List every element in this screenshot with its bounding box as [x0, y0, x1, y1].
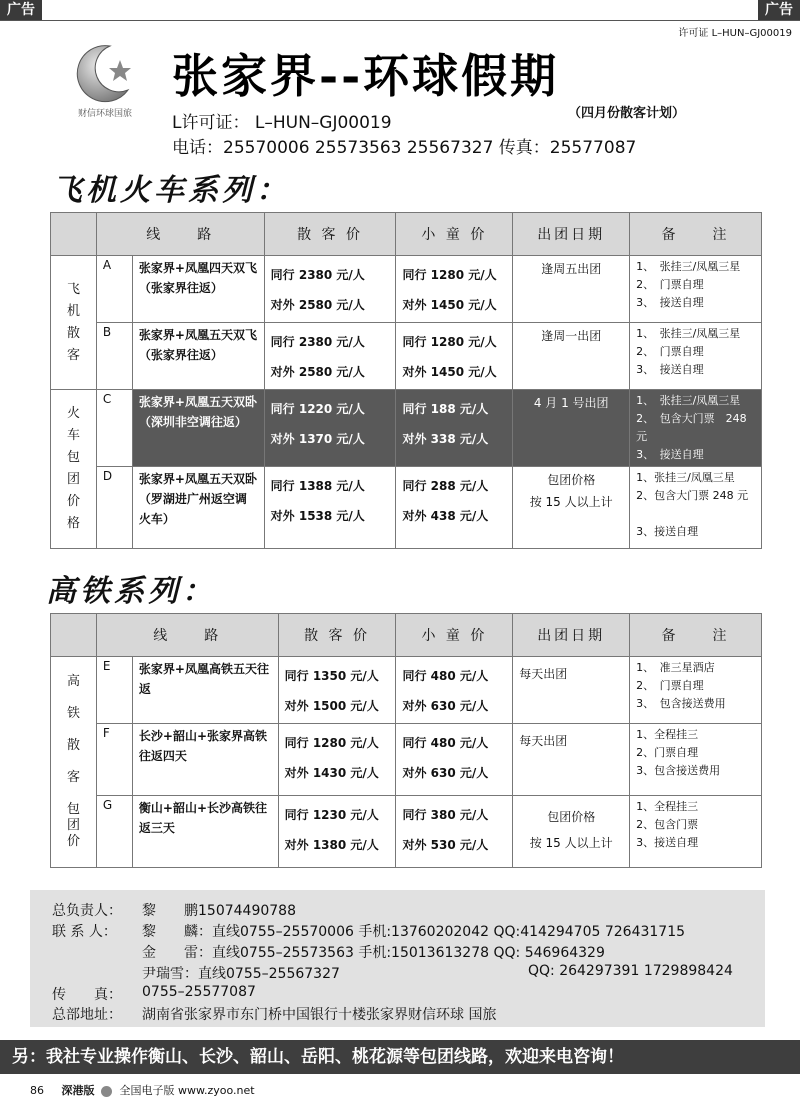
row-code: C: [96, 390, 132, 467]
table-header-row: [51, 213, 762, 256]
child-price-trade: 同行 188 元/人: [402, 402, 489, 416]
footer: [30, 1082, 255, 1098]
row-notes: 1、全程挂三 2、门票自理 3、包含接送费用: [630, 724, 762, 796]
child-price-retail: 对外 438 元/人: [402, 509, 489, 523]
row-child-price: [396, 796, 513, 868]
adult-price-retail: 对外 1538 元/人: [270, 509, 365, 523]
row-child-price: [396, 390, 513, 467]
row-route: 张家界+凤凰五天双飞（张家界往返）: [132, 323, 264, 390]
table-row: [51, 796, 762, 868]
row-code: F: [96, 724, 132, 796]
child-price-retail: 对外 1450 元/人: [402, 298, 497, 312]
row-child-price: [396, 657, 513, 724]
adult-price-trade: 同行 1220 元/人: [270, 402, 365, 416]
high-speed-table: [50, 613, 762, 868]
edition-label: 深港版: [61, 1084, 95, 1097]
row-child-price: [396, 256, 513, 323]
adult-price-trade: 同行 1388 元/人: [270, 479, 365, 493]
section-title-plane-train: 飞机火车系列：: [52, 173, 290, 208]
row-notes: 1、张挂三/凤凰三星 2、包含大门票 248 元 3、接送自理: [630, 467, 762, 549]
header-child-price: 小 童 价: [396, 213, 513, 256]
child-price-retail: 对外 338 元/人: [402, 432, 489, 446]
adult-price-retail: 对外 2580 元/人: [270, 298, 365, 312]
header-adult-price: 散 客 价: [264, 213, 396, 256]
lead-label: 总负责人：: [52, 903, 122, 919]
plane-train-table: [50, 212, 762, 549]
ad-tag-right: 广告: [758, 0, 800, 20]
adult-price-trade: 同行 1350 元/人: [284, 669, 379, 683]
adult-price-retail: 对外 1380 元/人: [284, 838, 379, 852]
license-top: 许可证 L–HUN–GJ00019: [678, 28, 792, 39]
table-row-highlighted: [51, 390, 762, 467]
section-title-high-speed: 高铁系列：: [46, 574, 216, 609]
row-adult-price: [264, 467, 396, 549]
page-subtitle: （四月份散客计划）: [568, 106, 686, 121]
child-price-retail: 对外 1450 元/人: [402, 365, 497, 379]
row-dates: 4 月 1 号出团: [513, 390, 630, 467]
row-dates: 每天出团: [513, 657, 630, 724]
contact-3-qq: QQ: 264297391 1729898424: [528, 963, 733, 979]
phone-line: 电话：25570006 25573563 25567327 传真：25577087: [172, 138, 637, 158]
row-route: 张家界+凤凰高铁五天往返: [132, 657, 278, 724]
row-dates: 逢周一出团: [513, 323, 630, 390]
license-line: L许可证： L–HUN–GJ00019: [172, 113, 392, 133]
row-dates: 包团价格 按 15 人以上计: [513, 796, 630, 868]
child-price-trade: 同行 480 元/人: [402, 669, 489, 683]
promo-banner: 另：我社专业操作衡山、长沙、韶山、岳阳、桃花源等包团线路，欢迎来电咨询！: [0, 1040, 800, 1074]
row-code: D: [96, 467, 132, 549]
child-price-trade: 同行 1280 元/人: [402, 268, 497, 282]
row-notes: 1、全程挂三 2、包含门票 3、接送自理: [630, 796, 762, 868]
header-dates: 出团日期: [513, 614, 630, 657]
adult-price-retail: 对外 1430 元/人: [284, 766, 379, 780]
adult-price-trade: 同行 1280 元/人: [284, 736, 379, 750]
row-adult-price: [264, 256, 396, 323]
row-route: 衡山+韶山+长沙高铁往返三天: [132, 796, 278, 868]
row-notes: 1、 准三星酒店 2、 门票自理 3、 包含接送费用: [630, 657, 762, 724]
header-blank: [51, 614, 97, 657]
fax-label: 传 真：: [52, 987, 122, 1003]
adult-price-retail: 对外 1500 元/人: [284, 699, 379, 713]
row-dates: 包团价格 按 15 人以上计: [513, 467, 630, 549]
child-price-trade: 同行 380 元/人: [402, 808, 489, 822]
child-price-retail: 对外 630 元/人: [402, 699, 489, 713]
adult-price-retail: 对外 2580 元/人: [270, 365, 365, 379]
row-dates: 逢周五出团: [513, 256, 630, 323]
contact-1: 黎 麟：直线0755–25570006 手机:13760202042 QQ:414294705 726431715: [142, 924, 686, 940]
row-code: A: [96, 256, 132, 323]
row-route: 长沙+韶山+张家界高铁往返四天: [132, 724, 278, 796]
row-code: G: [96, 796, 132, 868]
contact-label: 联 系 人：: [52, 924, 117, 940]
address-label: 总部地址：: [52, 1007, 122, 1023]
row-route: 张家界+凤凰四天双飞（张家界往返）: [132, 256, 264, 323]
header-notes: 备 注: [630, 213, 762, 256]
row-notes: 1、 张挂三/凤凰三星 2、 门票自理 3、 接送自理: [630, 256, 762, 323]
table-row: [51, 657, 762, 724]
child-price-retail: 对外 630 元/人: [402, 766, 489, 780]
child-price-trade: 同行 1280 元/人: [402, 335, 497, 349]
header-route: 线 路: [96, 614, 278, 657]
row-adult-price: [278, 796, 396, 868]
row-notes: 1、 张挂三/凤凰三星 2、 包含大门票 248 元 3、 接送自理: [630, 390, 762, 467]
row-notes: 1、 张挂三/凤凰三星 2、 门票自理 3、 接送自理: [630, 323, 762, 390]
table-row: [51, 323, 762, 390]
table-row: [51, 467, 762, 549]
logo-caption: 财信环球国旅: [77, 109, 132, 119]
address-value: 湖南省张家界市东门桥中国银行十楼张家界财信环球 国旅: [142, 1007, 497, 1023]
row-dates: 每天出团: [513, 724, 630, 796]
adult-price-trade: 同行 1230 元/人: [284, 808, 379, 822]
contact-block: [30, 890, 765, 1027]
category-high-speed: 高 铁 散 客 包 团 价: [51, 657, 97, 868]
child-price-retail: 对外 530 元/人: [402, 838, 489, 852]
ad-tag-left: 广告: [0, 0, 42, 20]
child-price-trade: 同行 480 元/人: [402, 736, 489, 750]
row-route: 张家界+凤凰五天双卧（罗湖进广州返空调火车）: [132, 467, 264, 549]
contact-3: 尹瑞雪：直线0755–25567327: [142, 966, 340, 982]
row-child-price: [396, 467, 513, 549]
adult-price-trade: 同行 2380 元/人: [270, 335, 365, 349]
table-row: [51, 724, 762, 796]
fax-value: 0755–25577087: [142, 984, 256, 1000]
header-notes: 备 注: [630, 614, 762, 657]
edition-seal-icon: [101, 1086, 112, 1097]
row-child-price: [396, 323, 513, 390]
header-child-price: 小 童 价: [396, 614, 513, 657]
category-train: 火 车 包 团 价 格: [51, 390, 97, 549]
header-blank: [51, 213, 97, 256]
lead-value: 黎 鹏15074490788: [142, 903, 296, 919]
category-plane: 飞 机 散 客: [51, 256, 97, 390]
row-route: 张家界+凤凰五天双卧（深圳非空调往返）: [132, 390, 264, 467]
child-price-trade: 同行 288 元/人: [402, 479, 489, 493]
row-code: E: [96, 657, 132, 724]
page-number: 86: [30, 1084, 44, 1097]
table-header-row: [51, 614, 762, 657]
row-code: B: [96, 323, 132, 390]
table-row: [51, 256, 762, 323]
site-label[interactable]: 全国电子版 www.zyoo.net: [119, 1084, 255, 1097]
contact-2: 金 雷：直线0755–25573563 手机:15013613278 QQ: 546964329: [142, 945, 605, 961]
adult-price-retail: 对外 1370 元/人: [270, 432, 365, 446]
top-divider: [0, 20, 800, 21]
company-logo-icon: [66, 40, 140, 104]
row-adult-price: [278, 657, 396, 724]
adult-price-trade: 同行 2380 元/人: [270, 268, 365, 282]
row-adult-price: [264, 323, 396, 390]
header-route: 线 路: [96, 213, 264, 256]
row-child-price: [396, 724, 513, 796]
header-adult-price: 散 客 价: [278, 614, 396, 657]
row-adult-price: [278, 724, 396, 796]
row-adult-price: [264, 390, 396, 467]
page-title: 张家界--环球假期: [172, 49, 560, 103]
header-dates: 出团日期: [513, 213, 630, 256]
